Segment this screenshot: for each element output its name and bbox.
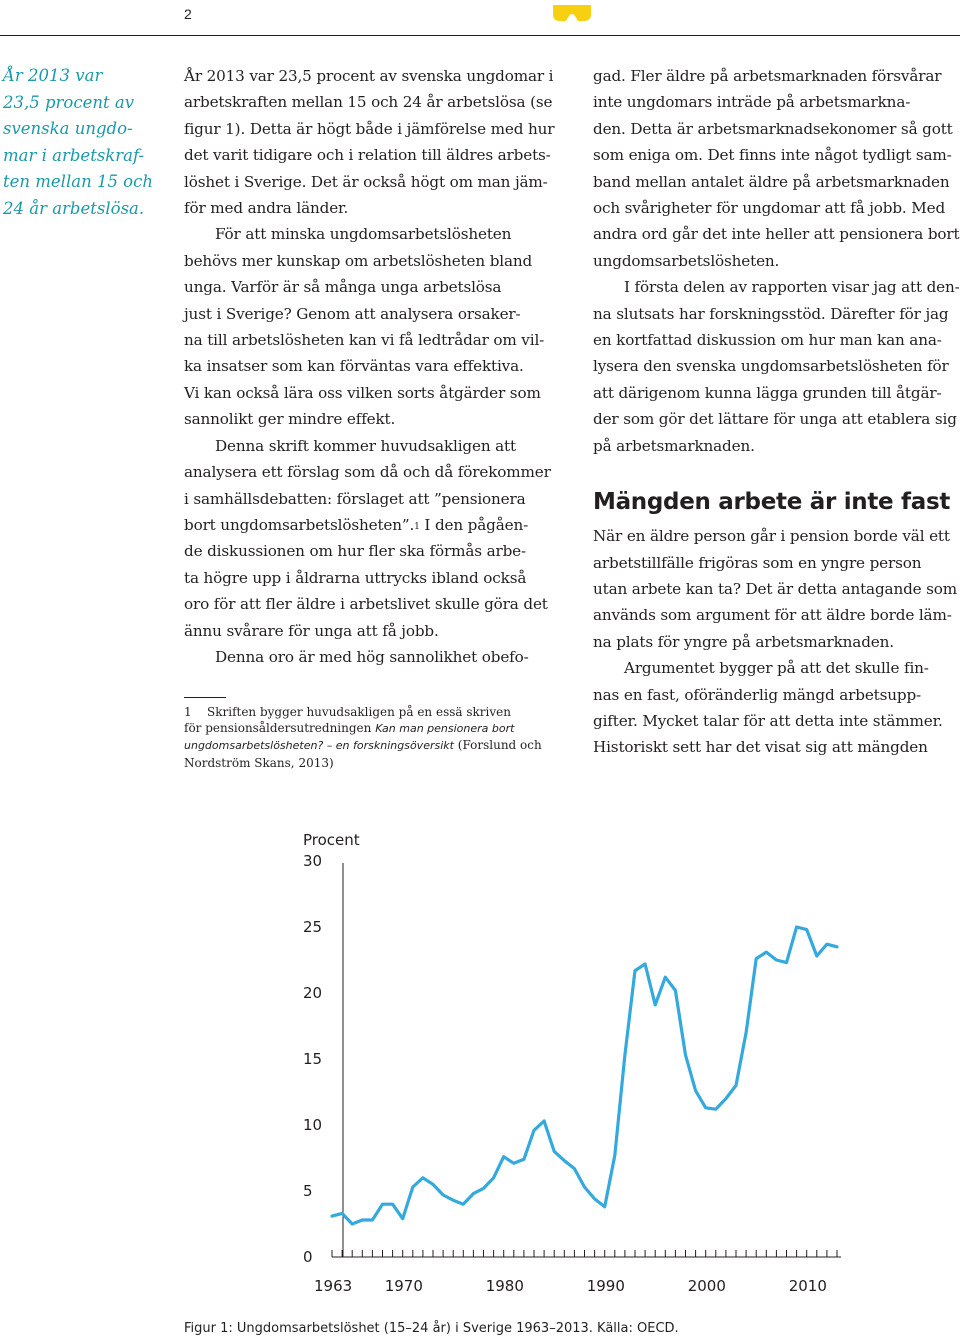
footnote-number: 1 (184, 705, 192, 719)
text-line: I första delen av rapporten visar jag att den- (624, 278, 960, 297)
text-line: arbetstillfälle frigöras som en yngre person (593, 553, 922, 572)
text-line: används som argument för att äldre borde läm- (593, 606, 952, 625)
x-tick-label: 2000 (687, 1277, 726, 1295)
brand-logo (551, 3, 593, 23)
text-line: utan arbete kan ta? Det är detta antagande som (593, 579, 958, 598)
header-rule (0, 35, 960, 36)
x-tick-label: 1980 (485, 1277, 524, 1295)
text-line: unga. Varför är så många unga arbetslösa (184, 278, 502, 297)
text-fragment-italic: Kan man pensionera bort (375, 722, 515, 736)
unemployment-chart (0, 800, 960, 1300)
text-line: År 2013 var 23,5 procent av svenska ungdomar i (184, 67, 554, 85)
paragraph (593, 523, 958, 655)
paragraph (184, 63, 559, 221)
text-line: band mellan antalet äldre på arbetsmarknaden (593, 172, 950, 191)
text-fragment: bort ungdomsarbetslösheten”. (184, 515, 415, 534)
y-tick-label: 15 (303, 1050, 323, 1068)
text-line: gifter. Mycket talar för att detta inte stämmer. (593, 711, 943, 730)
text-fragment: för pensionsåldersutredningen (184, 721, 376, 736)
text-line: lysera den svenska ungdomsarbetslösheten för (593, 357, 949, 376)
text-line: analysera ett förslag som då och då förekommer (184, 463, 551, 482)
text-line: Historiskt sett har det visat sig att mängden (593, 738, 928, 757)
series-line (332, 927, 837, 1224)
text-line: löshet i Sverige. Det är också högt om man jäm- (184, 172, 548, 191)
pullquote-line: 23,5 procent av (3, 92, 135, 112)
footnote (184, 704, 559, 771)
pullquote-line: År 2013 var (3, 66, 103, 85)
text-line: i samhällsdebatten: förslaget att ”pensionera (184, 489, 526, 508)
text-line: Vi kan också lära oss vilken sorts åtgärder som (184, 383, 541, 402)
text-fragment: I den pågåen- (419, 515, 529, 534)
text-line: der som gör det lättare för unga att etablera sig (593, 410, 957, 429)
text-line: på arbetsmarknaden. (593, 436, 755, 455)
text-line: de diskussionen om hur fler ska förmås arbe- (184, 542, 526, 561)
x-tick-label: 2010 (788, 1277, 827, 1295)
paragraph (184, 433, 559, 644)
text-line: just i Sverige? Genom att analysera orsaker- (184, 304, 521, 323)
text-line: gad. Fler äldre på arbetsmarknaden försvårar (593, 67, 942, 85)
text-line: att därigenom kunna lägga grunden till åtgär- (593, 383, 942, 402)
text-line: Denna oro är med hög sannolikhet obefo- (215, 647, 529, 666)
text-line: När en äldre person går i pension borde väl ett (593, 527, 950, 546)
text-line: det varit tidigare och i relation till äldres arbets- (184, 146, 551, 165)
body-column-left (184, 63, 559, 670)
pullquote-line: ten mellan 15 och (3, 172, 153, 191)
text-line: na slutsats har forskningsstöd. Därefter för jag (593, 304, 949, 323)
text-line: ta högre upp i åldrarna uttrycks ibland också (184, 568, 527, 587)
text-line: arbetskraften mellan 15 och 24 år arbetslösa (se (184, 93, 553, 112)
text-line: Argumentet bygger på att det skulle fin- (624, 659, 929, 678)
text-line: ka insatser som kan förväntas vara effektiva. (184, 357, 524, 376)
y-tick-label: 20 (303, 984, 323, 1002)
pullquote-line: mar i arbetskraf- (3, 145, 145, 165)
x-tick-label: 1990 (586, 1277, 625, 1295)
footnote-reference: 1 (414, 521, 420, 532)
y-tick-label: 30 (303, 852, 323, 870)
text-line: för med andra länder. (184, 199, 349, 218)
text-line: ungdomsarbetslösheten. (593, 251, 780, 270)
text-line (184, 512, 559, 538)
pullquote (3, 63, 158, 222)
figure-caption: Figur 1: Ungdomsarbetslöshet (15–24 år) i Sverige 1963–2013. Källa: OECD. (184, 1321, 679, 1336)
x-tick-label: 1963 (314, 1277, 353, 1295)
y-tick-label: 25 (303, 918, 323, 936)
paragraph (184, 221, 559, 432)
text-fragment: Skriften bygger huvudsakligen på en essä skriven (207, 705, 511, 719)
paragraph (593, 655, 958, 761)
y-tick-label: 5 (303, 1182, 313, 1200)
footnote-line (184, 737, 559, 754)
y-axis-label: Procent (303, 831, 360, 849)
paragraph (184, 644, 559, 670)
text-line: och svårigheter för ungdomar att få jobb. Med (593, 199, 946, 218)
body-column-right (593, 63, 958, 761)
footnote-line (184, 720, 559, 737)
footnote-line (184, 704, 559, 720)
text-fragment-italic: ungdomsarbetslösheten? – en forskningsöversikt (184, 739, 454, 753)
text-line: figur 1). Detta är högt både i jämförelse med hur (184, 119, 555, 138)
y-tick-label: 0 (303, 1248, 313, 1266)
pullquote-line: 24 år arbetslösa. (3, 198, 145, 218)
text-line: ännu svårare för unga att få jobb. (184, 621, 439, 640)
logo-shape (553, 5, 591, 21)
footnote-line: Nordström Skans, 2013) (184, 755, 334, 770)
chart-layer (303, 831, 841, 1295)
text-line: en kortfattad diskussion om hur man kan ana- (593, 331, 942, 350)
text-line: nas en fast, oföränderlig mängd arbetsupp- (593, 685, 922, 704)
text-line: andra ord går det inte heller att pensionera bort (593, 225, 960, 244)
x-tick-label: 1970 (384, 1277, 423, 1295)
text-fragment: (Forslund och (453, 738, 542, 753)
text-line: den. Detta är arbetsmarknadsekonomer så gott (593, 119, 953, 138)
text-line: som eniga om. Det finns inte något tydligt sam- (593, 146, 952, 165)
y-tick-label: 10 (303, 1116, 323, 1134)
text-line: oro för att fler äldre i arbetslivet skulle göra det (184, 595, 548, 614)
paragraph (593, 274, 958, 459)
text-line: inte ungdomars inträde på arbetsmarkna- (593, 93, 911, 112)
paragraph (593, 63, 958, 274)
page-number: 2 (184, 6, 192, 22)
text-line: Denna skrift kommer huvudsakligen att (215, 436, 516, 455)
text-line: För att minska ungdomsarbetslösheten (215, 225, 512, 244)
text-line: na plats för yngre på arbetsmarknaden. (593, 632, 894, 651)
footnote-rule (184, 697, 226, 698)
pullquote-line: svenska ungdo- (3, 119, 133, 138)
text-line: sannolikt ger mindre effekt. (184, 410, 396, 429)
section-heading: Mängden arbete är inte fast (593, 489, 951, 516)
text-line: na till arbetslösheten kan vi få ledtrådar om vil- (184, 331, 545, 350)
text-line: behövs mer kunskap om arbetslösheten bland (184, 251, 533, 270)
